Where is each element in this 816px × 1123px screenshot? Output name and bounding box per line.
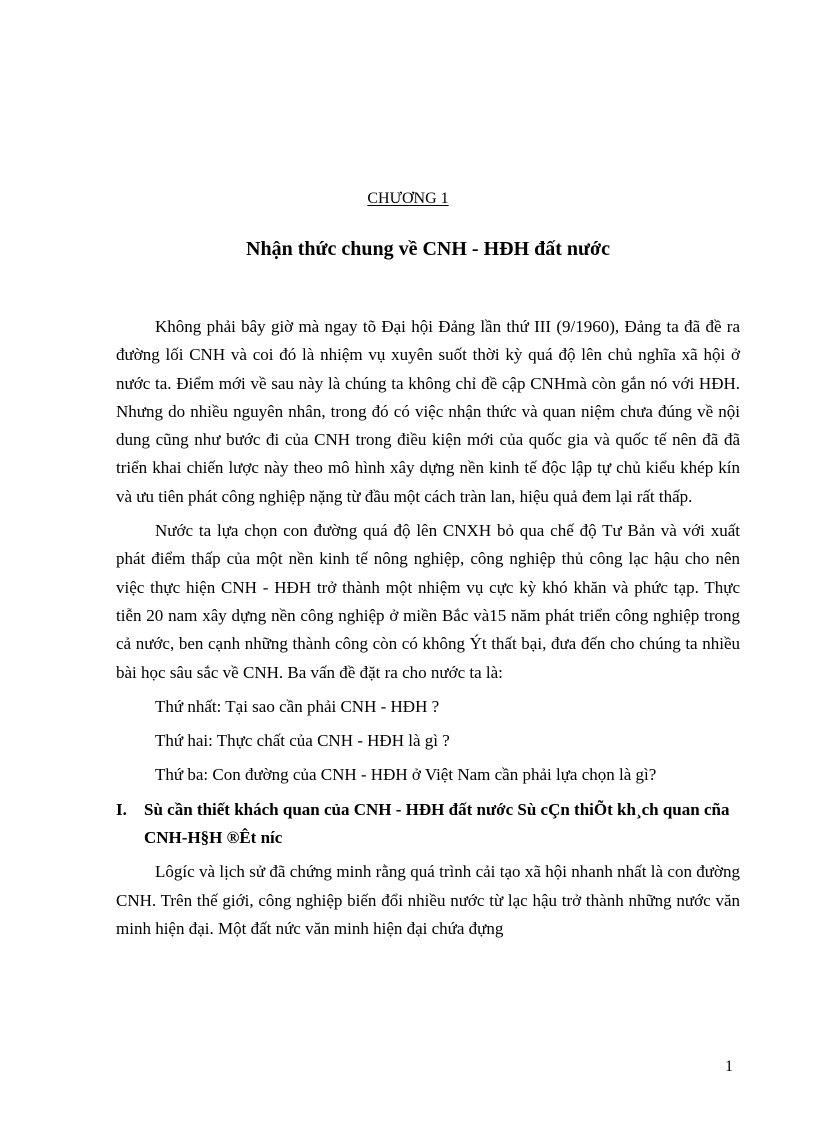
- body-text: [116, 313, 740, 949]
- question-third: Thứ ba: Con đường của CNH - HĐH ở Việt Nam cần phải lựa chọn là gì?: [155, 765, 657, 785]
- section-heading: [116, 796, 740, 853]
- paragraph-section: Lôgíc và lịch sử đã chứng minh rằng quá trình cải tạo xã hội nhanh nhất là con đường CNH. Trên thế giới, công nghiệp biến đổi nhiều nước từ lạc hậu trở thành những nước văn minh hiện đại. Một đất nức văn minh hiện đại chứa đựng: [116, 862, 740, 938]
- question-second: Thứ hai: Thực chất của CNH - HĐH là gì ?: [155, 731, 450, 751]
- question-first: Thứ nhất: Tại sao cần phải CNH - HĐH ?: [155, 696, 440, 716]
- paragraph-intro: Không phải bây giờ mà ngay tõ Đại hội Đảng lần thứ III (9/1960), Đảng ta đã đề ra đường lối CNH và coi đó là nhiệm vụ xuyên suốt thời kỳ quá độ lên chủ nghĩa xã hội ở nước ta. Điểm mới về sau này là chúng ta không chỉ đề cập CNHmà còn gắn nó với HĐH. Nhưng do nhiều nguyên nhân, trong đó có việc nhận thức và quan niệm chưa đúng về nội dung cũng như bước đi của CNH trong điều kiện mới của quốc gia và quốc tế nên đã đã triển khai chiến lược này theo mô hình xây dựng nền kinh tế độc lập tự chủ kiểu khép kín và ưu tiên phát công nghiệp nặng từ đầu một cách tràn lan, hiệu quả đem lại rất thấp.: [116, 317, 740, 506]
- paragraph-context: Nước ta lựa chọn con đường quá độ lên CNXH bỏ qua chế độ Tư Bản và với xuất phát điểm thấp của một nền kinh tế nông nghiệp, công nghiệp thủ công lạc hậu cho nên việc thực hiện CNH - HĐH trở thành một nhiệm vụ cực kỳ khó khăn và phức tạp. Thực tiễn 20 nam xây dựng nền công nghiệp ở miền Bắc và15 năm phát triển công nghiệp trong cả nước, ben cạnh những thành công còn có không Ýt thất bại, đưa đến cho chúng ta nhiều bài học sâu sắc về CNH. Ba vấn đề đặt ra cho nước ta là:: [116, 521, 740, 682]
- chapter-label: CHƯƠNG 1: [367, 190, 449, 207]
- section-heading-text: Sù cần thiết khách quan của CNH - HĐH đất nước Sù cÇn thiÕt kh¸ch quan cña CNH-H§H ®Êt níc: [144, 799, 730, 848]
- chapter-title: Nhận thức chung về CNH - HĐH đất nước: [246, 238, 610, 260]
- section-heading-number: I.: [116, 799, 127, 819]
- page-number: 1: [725, 1058, 733, 1075]
